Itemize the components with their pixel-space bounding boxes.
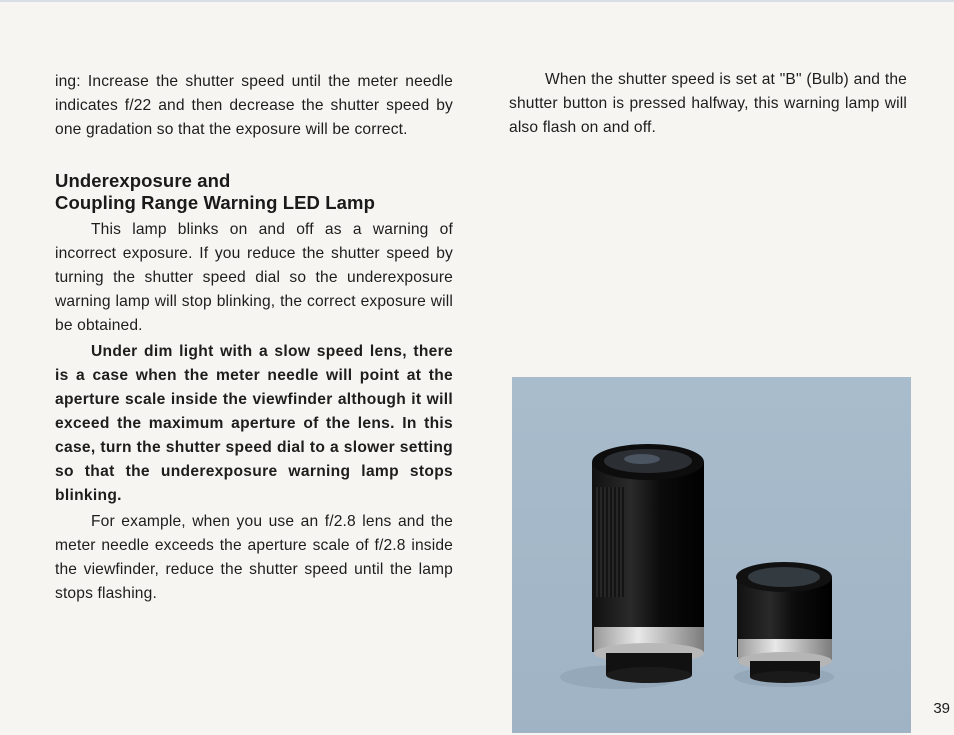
- paragraph-example: For example, when you use an f/2.8 lens and the meter needle exceeds the aperture scale of f/2.8 inside the viewfinder, reduce the shutter speed until the lamp stops flashing.: [55, 513, 453, 602]
- paragraph-dim-light-note: Under dim light with a slow speed lens, there is a case when the meter needle will point at the aperture scale inside the viewfinder although it will exceed the maximum aperture of the lens. In this case, turn the shutter speed dial to a slower setting so that the underexposure warning lamp stops blinking.: [55, 343, 453, 504]
- heading-line-2: Coupling Range Warning LED Lamp: [55, 192, 375, 213]
- paragraph-lamp-description: This lamp blinks on and off as a warning of incorrect exposure. If you reduce the shutter speed by turning the shutter speed dial so the underexposure warning lamp will stop blinking, the correct exposure will be obtained.: [55, 221, 453, 334]
- lens-photo-illustration: [512, 377, 911, 733]
- lens-photo: [512, 377, 911, 733]
- right-column: [509, 68, 907, 140]
- extender-shape: [736, 562, 832, 683]
- top-rule: [0, 0, 954, 2]
- page-number: 39: [933, 700, 950, 717]
- zoom-lens-shape: [592, 444, 704, 683]
- paragraph-bulb-setting: When the shutter speed is set at "B" (Bulb) and the shutter button is pressed halfway, this warning lamp will also flash on and off.: [509, 71, 907, 136]
- section-heading: [55, 170, 453, 214]
- heading-line-1: Underexposure and: [55, 170, 231, 191]
- paragraph-continued: ing: Increase the shutter speed until the meter needle indicates f/22 and then decrease the shutter speed by one gradation so that the exposure will be correct.: [55, 73, 453, 138]
- left-column: [55, 70, 453, 606]
